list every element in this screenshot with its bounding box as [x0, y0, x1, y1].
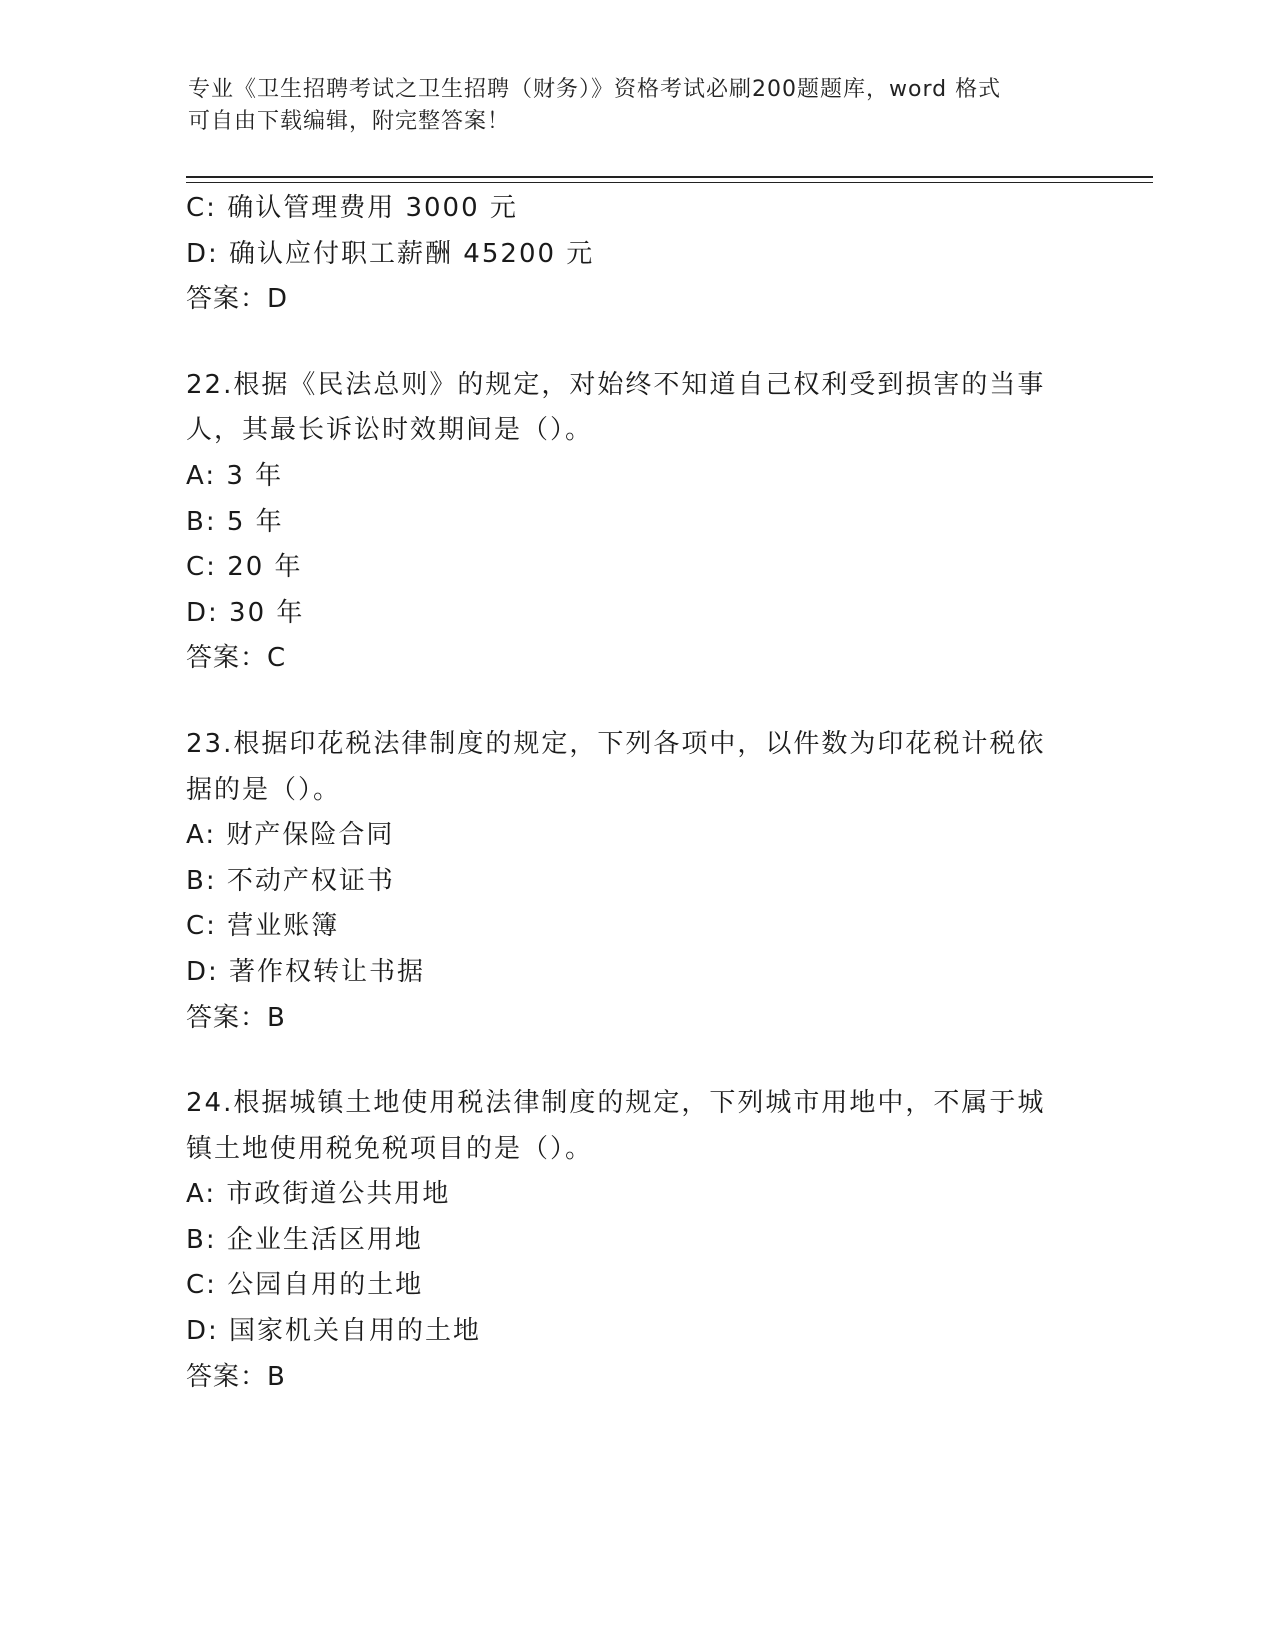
option-label: D: [186, 238, 219, 269]
document-content [186, 186, 1086, 1400]
option-label: C: [186, 552, 217, 583]
option-label: A: [186, 820, 217, 851]
option-d [186, 232, 1086, 278]
question-text [186, 722, 1086, 813]
header-rule-thin [186, 182, 1153, 183]
option-c [186, 904, 1086, 950]
option-label: B: [186, 506, 217, 537]
option-label: B: [186, 1224, 217, 1255]
question-text-line: 23.根据印花税法律制度的规定，下列各项中，以件数为印花税计税依 [186, 728, 1046, 759]
question-text-line: 人，其最长诉讼时效期间是（）。 [186, 415, 594, 446]
question-22 [186, 363, 1086, 682]
option-b [186, 500, 1086, 546]
option-a [186, 1172, 1086, 1218]
option-a [186, 454, 1086, 500]
question-text-line: 22.根据《民法总则》的规定，对始终不知道自己权利受到损害的当事 [186, 369, 1046, 400]
option-text: 30 年 [229, 597, 305, 628]
option-d [186, 591, 1086, 637]
option-label: C: [186, 911, 217, 942]
option-a [186, 813, 1086, 859]
option-text: 3 年 [226, 460, 284, 491]
document-header [188, 74, 1088, 138]
option-text: 确认应付职工薪酬 45200 元 [229, 238, 595, 269]
option-label: B: [186, 865, 217, 896]
header-line-2: 可自由下载编辑，附完整答案！ [188, 109, 511, 134]
option-c [186, 545, 1086, 591]
option-text: 市政街道公共用地 [226, 1179, 451, 1210]
answer-line: 答案：B [186, 1002, 286, 1033]
option-b [186, 859, 1086, 905]
option-text: 公园自用的土地 [227, 1270, 424, 1301]
question-text [186, 363, 1086, 454]
option-c [186, 186, 1086, 232]
question-text-line: 24.根据城镇土地使用税法律制度的规定，下列城市用地中，不属于城 [186, 1088, 1046, 1119]
question-23 [186, 722, 1086, 1041]
option-label: C: [186, 193, 217, 223]
option-label: A: [186, 460, 217, 491]
answer-line: 答案：C [186, 643, 287, 674]
option-c [186, 1263, 1086, 1309]
option-label: C: [186, 1270, 217, 1301]
header-rule-thick [186, 176, 1153, 178]
option-text: 确认管理费用 3000 元 [227, 193, 518, 223]
question-21-continued [186, 186, 1086, 323]
option-b [186, 1218, 1086, 1264]
answer-line: 答案：B [186, 1361, 286, 1392]
question-text-line: 据的是（）。 [186, 774, 342, 805]
option-label: A: [186, 1179, 217, 1210]
option-text: 20 年 [227, 552, 303, 583]
option-label: D: [186, 1316, 219, 1347]
option-label: D: [186, 956, 219, 987]
option-d [186, 950, 1086, 996]
option-text: 著作权转让书据 [229, 956, 426, 987]
option-text: 5 年 [226, 506, 284, 537]
option-text: 财产保险合同 [226, 820, 395, 851]
header-line-1: 专业《卫生招聘考试之卫生招聘（财务）》资格考试必刷200题题库，word 格式 [188, 77, 1002, 102]
option-label: D: [186, 597, 219, 628]
question-24 [186, 1081, 1086, 1400]
option-text: 国家机关自用的土地 [229, 1316, 482, 1347]
option-d [186, 1309, 1086, 1355]
option-text: 企业生活区用地 [226, 1224, 423, 1255]
question-text [186, 1081, 1086, 1172]
answer-line: 答案：D [186, 284, 289, 315]
question-text-line: 镇土地使用税免税项目的是（）。 [186, 1133, 594, 1164]
option-text: 不动产权证书 [226, 865, 395, 896]
option-text: 营业账簿 [227, 911, 340, 942]
